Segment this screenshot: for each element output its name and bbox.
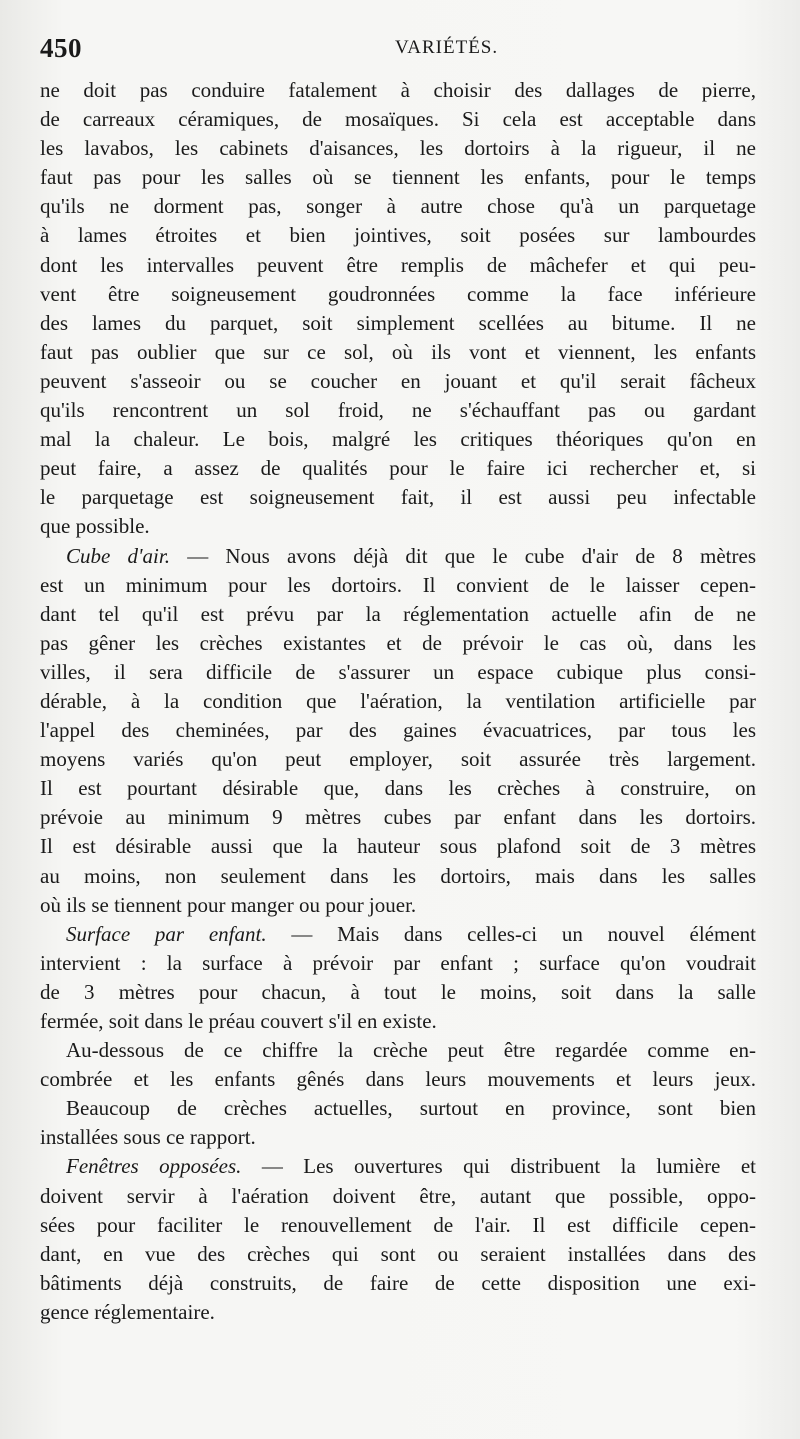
text-line: faut pas pour les salles où se tiennent les enfants, pour le temps [40, 165, 756, 190]
text-line: de 3 mètres pour chacun, à tout le moins, soit dans la salle [40, 979, 756, 1004]
text-line: dant, en vue des crèches qui sont ou seraient installées dans des [40, 1241, 756, 1266]
text-line: pas gêner les crèches existantes et de prévoir le cas où, dans les [40, 630, 756, 655]
text-line [40, 1152, 756, 1181]
text-line: moyens variés qu'on peut employer, soit assurée très largement. [40, 747, 756, 772]
text-line: qu'ils rencontrent un sol froid, ne s'échauffant pas ou gardant [40, 398, 756, 423]
text-line: bâtiments déjà construits, de faire de cette disposition une exi- [40, 1270, 756, 1295]
text-line: est un minimum pour les dortoirs. Il convient de le laisser cepen- [40, 572, 756, 597]
text-line: l'appel des cheminées, par des gaines évacuatrices, par tous les [40, 718, 756, 743]
text-line: mal la chaleur. Le bois, malgré les critiques théoriques qu'on en [40, 427, 756, 452]
text-line: doivent servir à l'aération doivent être, autant que possible, oppo- [40, 1183, 756, 1208]
text-run: — Nous avons déjà dit que le cube d'air de 8 mètres [169, 543, 757, 568]
text-run: — Les ouvertures qui distribuent la lumière et [241, 1154, 756, 1179]
text-line: à lames étroites et bien jointives, soit posées sur lambourdes [40, 223, 756, 248]
text-line: dant tel qu'il est prévu par la réglementation actuelle afin de ne [40, 601, 756, 626]
paragraph-1 [40, 76, 756, 542]
text-line: dérable, à la condition que l'aération, la ventilation artificielle par [40, 688, 756, 713]
paragraph-cube-air [40, 542, 756, 920]
paragraph-fenetres-opposees [40, 1152, 756, 1327]
paragraph-surface-par-enfant [40, 920, 756, 1036]
text-line: gence réglementaire. [40, 1299, 215, 1324]
paragraph-4 [40, 1036, 756, 1094]
text-line: Il est pourtant désirable que, dans les crèches à construire, on [40, 776, 756, 801]
text-line: intervient : la surface à prévoir par enfant ; surface qu'on voudrait [40, 950, 756, 975]
text-line: que possible. [40, 514, 150, 539]
text-line: Beaucoup de crèches actuelles, surtout en province, sont bien [66, 1096, 756, 1121]
text-line: peuvent s'asseoir ou se coucher en jouant et qu'il serait fâcheux [40, 368, 756, 393]
text-line: Au-dessous de ce chiffre la crèche peut être regardée comme en- [66, 1038, 756, 1063]
text-line: Il est désirable aussi que la hauteur sous plafond soit de 3 mètres [40, 834, 756, 859]
text-line: peut faire, a assez de qualités pour le faire ici rechercher et, si [40, 456, 756, 481]
text-line [40, 542, 756, 571]
body-text [40, 76, 756, 1327]
text-line: prévoie au minimum 9 mètres cubes par enfant dans les dortoirs. [40, 805, 756, 830]
text-line: sées pour faciliter le renouvellement de l'air. Il est difficile cepen- [40, 1212, 756, 1237]
text-line: villes, il sera difficile de s'assurer un espace cubique plus consi- [40, 659, 756, 684]
text-line: des lames du parquet, soit simplement scellées au bitume. Il ne [40, 310, 756, 335]
running-head: VARIÉTÉS. [395, 37, 499, 58]
text-run: — Mais dans celles-ci un nouvel élément [266, 921, 756, 946]
text-line: où ils se tiennent pour manger ou pour jouer. [40, 892, 417, 917]
text-line: les lavabos, les cabinets d'aisances, les dortoirs à la rigueur, il ne [40, 136, 756, 161]
text-line: installées sous ce rapport. [40, 1125, 256, 1150]
page-number: 450 [40, 33, 82, 63]
section-heading: Surface par enfant. [66, 921, 267, 946]
section-heading: Cube d'air. [66, 543, 170, 568]
text-line: combrée et les enfants gênés dans leurs mouvements et leurs jeux. [40, 1067, 756, 1092]
text-line: de carreaux céramiques, de mosaïques. Si cela est acceptable dans [40, 107, 756, 132]
text-line: dont les intervalles peuvent être remplis de mâchefer et qui peu- [40, 252, 756, 277]
text-line: le parquetage est soigneusement fait, il est aussi peu infectable [40, 485, 756, 510]
section-heading: Fenêtres opposées. [66, 1154, 242, 1179]
paragraph-5 [40, 1094, 756, 1152]
text-line: fermée, soit dans le préau couvert s'il en existe. [40, 1009, 437, 1033]
text-line: vent être soigneusement goudronnées comme la face inférieure [40, 281, 756, 306]
text-line: ne doit pas conduire fatalement à choisir des dallages de pierre, [40, 78, 756, 102]
text-line: qu'ils ne dorment pas, songer à autre chose qu'à un parquetage [40, 194, 756, 219]
text-line [40, 920, 756, 949]
text-line: faut pas oublier que sur ce sol, où ils vont et viennent, les enfants [40, 339, 756, 364]
page-header [40, 33, 760, 67]
text-line: au moins, non seulement dans les dortoirs, mais dans les salles [40, 863, 756, 888]
